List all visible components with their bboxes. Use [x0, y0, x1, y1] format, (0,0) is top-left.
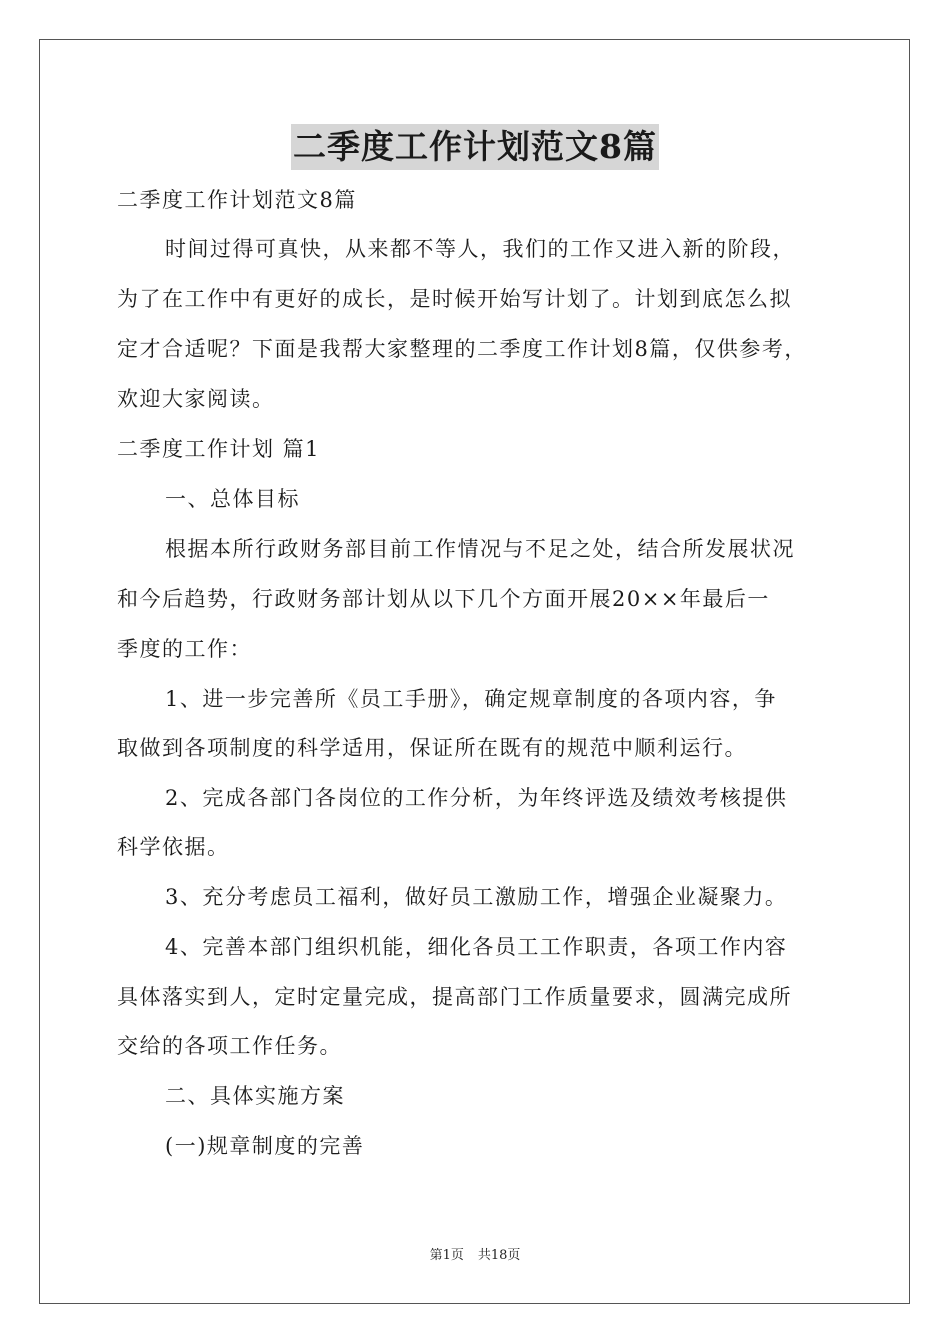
list-item-line: 交给的各项工作任务。 [117, 1034, 342, 1058]
paragraph-line: 欢迎大家阅读。 [117, 387, 275, 411]
subsection-heading: 二、具体实施方案 [165, 1084, 345, 1108]
section-heading: 二季度工作计划 篇1 [117, 437, 321, 461]
page-footer [0, 1247, 950, 1265]
paragraph-line: 定才合适呢？下面是我帮大家整理的二季度工作计划8篇，仅供参考， [117, 337, 807, 361]
list-item-line: 4、完善本部门组织机能，细化各员工工作职责，各项工作内容 [165, 935, 788, 959]
paragraph-line: 季度的工作： [117, 637, 252, 661]
paragraph-line: 和今后趋势，行政财务部计划从以下几个方面开展20××年最后一 [117, 587, 770, 611]
list-item-line: 科学依据。 [117, 835, 230, 859]
page-total: 共18页 [477, 1248, 521, 1263]
doc-subtitle: 二季度工作计划范文8篇 [117, 188, 357, 212]
page-number: 第1页 [429, 1248, 464, 1263]
list-item-line: 1、进一步完善所《员工手册》，确定规章制度的各项内容，争 [165, 687, 777, 711]
list-item-line: 3、充分考虑员工福利，做好员工激励工作，增强企业凝聚力。 [165, 885, 788, 909]
page-border [39, 39, 910, 1304]
list-item-line: 2、完成各部门各岗位的工作分析，为年终评选及绩效考核提供 [165, 786, 788, 810]
subsection-heading: (一)规章制度的完善 [165, 1134, 365, 1158]
paragraph-line: 时间过得可真快，从来都不等人，我们的工作又进入新的阶段， [165, 237, 795, 261]
list-item-line: 取做到各项制度的科学适用，保证所在既有的规范中顺利运行。 [117, 736, 747, 760]
paragraph-line: 为了在工作中有更好的成长，是时候开始写计划了。计划到底怎么拟 [117, 287, 792, 311]
paragraph-line: 根据本所行政财务部目前工作情况与不足之处，结合所发展状况 [165, 537, 795, 561]
list-item-line: 具体落实到人，定时定量完成，提高部门工作质量要求，圆满完成所 [117, 985, 792, 1009]
document-title-text: 二季度工作计划范文8篇 [291, 124, 659, 170]
subsection-heading: 一、总体目标 [165, 487, 300, 511]
document-title [0, 124, 950, 170]
